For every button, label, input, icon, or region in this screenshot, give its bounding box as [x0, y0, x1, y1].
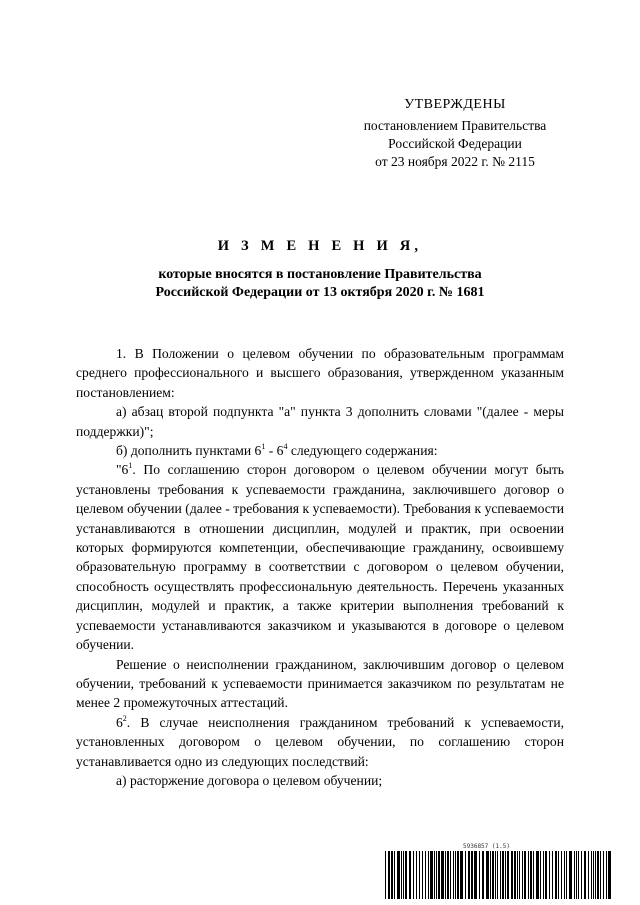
paragraph-3 [76, 441, 564, 460]
barcode-bar [430, 851, 433, 899]
barcode-bar [397, 851, 400, 899]
barcode-bar [465, 851, 466, 899]
barcode-bar [514, 851, 516, 899]
barcode-bar [445, 851, 446, 899]
approval-title: УТВЕРЖДЕНЫ [404, 97, 506, 112]
barcode-bar [405, 851, 407, 899]
paragraph-3-text-c: следующего содержания: [287, 443, 438, 459]
paragraph-5: Решение о неисполнении гражданином, заключившим договор о целевом обучении, требований к успеваемости принимается заказчиком по результатам не менее 2 промежуточных аттестаций. [76, 656, 564, 711]
barcode-bar [500, 851, 501, 899]
barcode-bar [479, 851, 480, 899]
barcode-bar [434, 851, 435, 899]
approval-line-3: от 23 ноября 2022 г. № 2115 [375, 154, 535, 169]
paragraph-6-text-a: 6 [116, 714, 123, 730]
barcode-bar [578, 851, 579, 899]
barcode-bar [524, 851, 526, 899]
barcode-bar [603, 851, 604, 899]
barcode-bar [450, 851, 451, 899]
barcode-bar [536, 851, 539, 899]
barcode-bar [552, 851, 553, 899]
document-body [76, 344, 564, 790]
paragraph-3-text-a: б) дополнить пунктами 6 [116, 443, 262, 459]
paragraph-4 [76, 460, 564, 654]
barcode-bar [413, 851, 414, 899]
superscript: 4 [283, 442, 288, 452]
barcode-bar [447, 851, 449, 899]
barcode-bar [468, 851, 470, 899]
document-subtitle [60, 266, 580, 302]
barcode-bar [540, 851, 541, 899]
barcode-bar [511, 851, 513, 899]
barcode-bar [453, 851, 454, 899]
barcode-bar [507, 851, 509, 899]
paragraph-7: а) расторжение договора о целевом обучении; [116, 772, 383, 788]
barcode-bar [419, 851, 420, 899]
barcode-bar [608, 851, 611, 899]
barcode-image [385, 851, 615, 899]
superscript: 1 [128, 461, 133, 471]
barcode-bar [425, 851, 426, 899]
barcode-bar [564, 851, 565, 899]
barcode-bar [519, 851, 520, 899]
barcode-bar [528, 851, 529, 899]
paragraph-1: 1. В Положении о целевом обучении по образовательным программам среднего профессионального и высшего образования, утвержденном указанным постановлением: [76, 346, 564, 400]
paragraph-4-text-b: . По соглашению сторон договором о целевом обучении могут быть установлены требования к успеваемости гражданина, заключившего договор о целевом обучении (далее - требования к успеваемости). Требования к успеваемости устанавливаются в отношении дисциплин, модулей и практик, при освоении которых формируются компетенции, обеспечивающие гражданину, освоившему образовательную программу в соответствии с договором о целевом обучении, способность осуществлять профессиональную деятельность. Перечень указанных дисциплин, модулей и практик, а также критерии выполнения требований к успеваемости устанавливаются заказчиком и указываются в договоре о целевом обучении. [76, 462, 564, 653]
barcode-bar [492, 851, 494, 899]
barcode-bar [505, 851, 506, 899]
barcode-bar [584, 851, 586, 899]
barcode-bar [581, 851, 582, 899]
superscript: 1 [261, 442, 266, 452]
barcode-bar [455, 851, 456, 899]
barcode-bar [502, 851, 504, 899]
barcode-bar [533, 851, 534, 899]
barcode-bar [457, 851, 459, 899]
barcode-bar [495, 851, 496, 899]
barcode-bar [561, 851, 562, 899]
subtitle-line-1: которые вносятся в постановление Правительства [158, 267, 482, 282]
barcode-bar [474, 851, 477, 899]
barcode-bar [471, 851, 473, 899]
barcode-bar [428, 851, 429, 899]
barcode-bar [401, 851, 402, 899]
paragraph-4-text-a: "6 [116, 462, 129, 478]
barcode-bar [391, 851, 393, 899]
barcode-bar [600, 851, 601, 899]
barcode-bar [482, 851, 484, 899]
approval-line-1: постановлением Правительства [363, 118, 547, 133]
document-title: И З М Е Н Е Н И Я, [217, 238, 423, 254]
barcode-bar [490, 851, 491, 899]
barcode-bar [530, 851, 532, 899]
paragraph-3-text-b: - 6 [265, 443, 284, 459]
barcode-bar [416, 851, 417, 899]
barcode-bar [574, 851, 575, 899]
barcode-bar [597, 851, 599, 899]
barcode-bar [566, 851, 567, 899]
barcode-bar [436, 851, 437, 899]
barcode-bar [497, 851, 498, 899]
barcode-bar [517, 851, 518, 899]
barcode-bar [591, 851, 592, 899]
barcode-bar [486, 851, 489, 899]
paragraph-2: а) абзац второй подпункта "а" пункта 3 дополнить словами "(далее - меры поддержки)"; [76, 404, 564, 439]
barcode-number: 5936857 (1.5) [463, 843, 510, 850]
barcode-bar [545, 851, 547, 899]
barcode-bar [593, 851, 594, 899]
barcode-bar [558, 851, 559, 899]
barcode-block [385, 843, 615, 899]
barcode-bar [569, 851, 572, 899]
barcode-bar [595, 851, 596, 899]
barcode-bar [388, 851, 390, 899]
superscript: 2 [122, 713, 127, 723]
paragraph-6 [76, 713, 564, 771]
approval-line-2: Российской Федерации [388, 136, 522, 151]
barcode-bar [576, 851, 577, 899]
barcode-bar [549, 851, 550, 899]
barcode-bar [460, 851, 463, 899]
barcode-bar [409, 851, 411, 899]
barcode-bar [394, 851, 395, 899]
barcode-bar [588, 851, 589, 899]
barcode-bar [543, 851, 544, 899]
barcode-bar [438, 851, 440, 899]
subtitle-line-2: Российской Федерации от 13 октября 2020 г. № 1681 [155, 285, 485, 300]
barcode-bar [385, 851, 386, 899]
barcode-bar [403, 851, 404, 899]
barcode-bar [606, 851, 607, 899]
barcode-bar [422, 851, 423, 899]
approval-block [340, 96, 570, 171]
paragraph-6-text-b: . В случае неисполнения гражданином требований к успеваемости, установленных договором о целевом обучении, по соглашению сторон устанавливается одно из следующих последствий: [76, 714, 564, 769]
barcode-bar [522, 851, 523, 899]
barcode-bar [441, 851, 444, 899]
barcode-bar [555, 851, 557, 899]
